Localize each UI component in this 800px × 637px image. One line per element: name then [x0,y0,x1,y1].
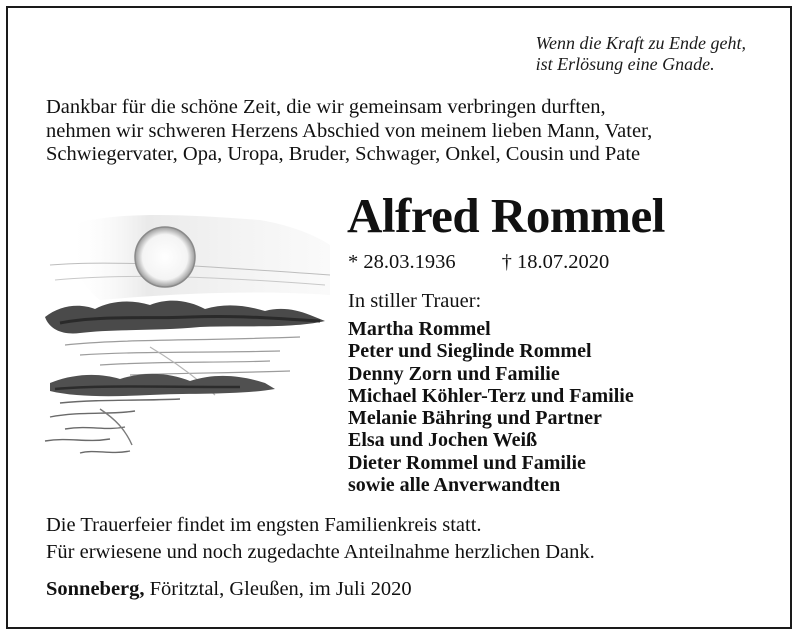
intro-line-2: nehmen wir schweren Herzens Abschied von meinem lieben Mann, Vater, [46,119,653,142]
shoreline-strokes [45,399,180,453]
epigraph-quote [536,33,746,75]
mourner-item: Elsa und Jochen Weiß [348,429,538,452]
funeral-line-1: Die Trauerfeier findet im engsten Familienkreis statt. [46,514,482,536]
mourners-list [348,318,634,496]
deceased-name: Alfred Rommel [347,188,665,243]
intro-text [46,96,652,167]
quote-line-1: Wenn die Kraft zu Ende geht, [535,33,746,53]
intro-line-1: Dankbar für die schöne Zeit, die wir gemeinsam verbringen durften, [46,96,606,118]
mourner-item: Dieter Rommel und Familie [348,451,586,474]
birth-date: * 28.03.1936 [348,251,456,273]
lower-mountains [50,374,275,396]
place-primary: Sonneberg, [46,578,145,600]
mourner-item: Martha Rommel [348,318,491,340]
mourner-item: Peter und Sieglinde Rommel [348,340,592,363]
mourner-item: Denny Zorn und Familie [348,362,560,385]
mourner-item: Melanie Bähring und Partner [348,407,602,430]
funeral-line-2: Für erwiesene und noch zugedachte Anteilnahme herzlichen Dank. [46,541,595,563]
sun-icon [135,227,195,287]
quote-line-2: ist Erlösung eine Gnade. [535,54,715,74]
sunset-landscape-illustration [40,205,335,470]
intro-line-3: Schwiegervater, Opa, Uropa, Bruder, Schwager, Onkel, Cousin und Pate [46,143,641,165]
life-dates [348,251,609,274]
death-date: † 18.07.2020 [501,251,610,273]
mourning-label: In stiller Trauer: [348,290,482,312]
funeral-notice [46,512,595,566]
place-and-date [46,578,412,601]
place-rest: Föritztal, Gleußen, im Juli 2020 [144,578,412,600]
mourner-item: sowie alle Anverwandten [348,474,561,497]
mourner-item: Michael Köhler-Terz und Familie [348,384,634,407]
